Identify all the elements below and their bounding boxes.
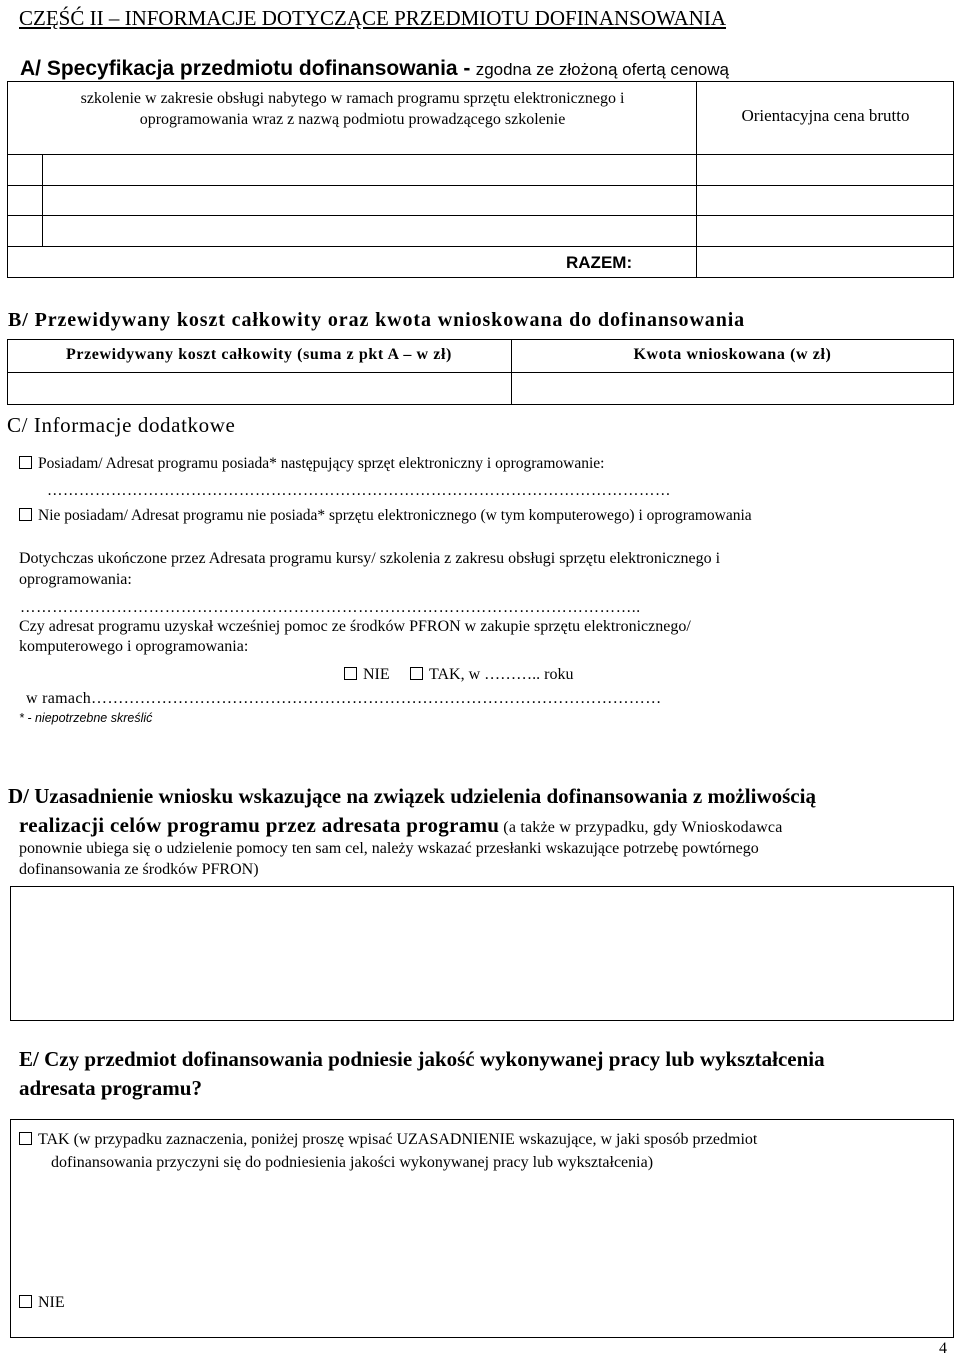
section-c-courses-line-2: oprogramowania:: [19, 571, 132, 588]
checkbox-e-nie[interactable]: [19, 1295, 32, 1308]
section-d-heading-2-rest: (a także w przypadku, gdy Wnioskodawca: [503, 819, 783, 836]
section-a-heading-rest: zgodna ze złożoną ofertą cenową: [475, 60, 729, 79]
section-a-heading: [20, 56, 729, 81]
section-a-row-2-cell[interactable]: [44, 187, 694, 214]
section-b-col1-header: Przewidywany koszt całkowity (suma z pkt A – w zł): [66, 346, 452, 363]
pfron-tak-label: TAK, w ……….. roku: [429, 666, 574, 683]
section-d-heading-1: D/ Uzasadnienie wniosku wskazujące na związek udzielenia dofinansowania z możliwością: [8, 784, 816, 808]
checkbox-not-have[interactable]: [19, 508, 32, 521]
section-a-heading-bold: A/ Specyfikacja przedmiotu dofinansowania -: [20, 57, 471, 80]
page-number: 4: [939, 1340, 947, 1357]
section-a-row-3-price[interactable]: [698, 217, 952, 245]
section-e-tak-line-2: dofinansowania przyczyni się do podniesienia jakości wykonywanej pracy lub wykształcenia): [51, 1154, 654, 1171]
checkbox-e-tak[interactable]: [19, 1132, 32, 1145]
section-b-total-cost-field[interactable]: [9, 374, 509, 403]
section-a-row-1-cell[interactable]: [44, 156, 694, 184]
section-d-heading-2-bold: realizacji celów programu przez adresata programu: [19, 813, 500, 837]
section-c-footnote: * - niepotrzebne skreślić: [19, 711, 153, 725]
checkbox-have[interactable]: [19, 456, 32, 469]
section-a-total-label: RAZEM:: [566, 253, 633, 272]
section-c-courses-line-1: Dotychczas ukończone przez Adresata programu kursy/ szkolenia z zakresu obsługi sprzętu elektronicznego i: [19, 550, 721, 567]
section-e-heading-2: adresata programu?: [19, 1076, 202, 1100]
section-d-note-4: dofinansowania ze środków PFRON): [19, 861, 259, 878]
section-c-pfron-tak: [410, 666, 573, 684]
section-e-justification-field[interactable]: [20, 1180, 944, 1285]
section-e-tak-line-1: [19, 1131, 757, 1149]
section-c-courses-dots[interactable]: ……………………………………………………………………………………………………..: [20, 599, 641, 616]
option-not-have-label: Nie posiadam/ Adresat programu nie posiada* sprzętu elektronicznego (w tym komputerowego) i oprogramowania: [38, 507, 752, 524]
section-b-col2-header: Kwota wnioskowana (w zł): [633, 346, 832, 363]
checkbox-pfron-nie[interactable]: [344, 667, 357, 680]
section-a-col2-header: Orientacyjna cena brutto: [741, 106, 910, 125]
section-d-justification-field[interactable]: [10, 886, 954, 1021]
section-b-requested-amount-field[interactable]: [513, 374, 952, 403]
option-have-label: Posiadam/ Adresat programu posiada* następujący sprzęt elektroniczny i oprogramowanie:: [38, 455, 605, 472]
section-c-pfron-nie: [344, 666, 390, 684]
part-title: CZĘŚĆ II – INFORMACJE DOTYCZĄCE PRZEDMIOTU DOFINANSOWANIA: [19, 6, 727, 30]
checkbox-pfron-tak[interactable]: [410, 667, 423, 680]
section-c-option-not-have: [19, 507, 752, 525]
section-c-heading: C/ Informacje dodatkowe: [7, 413, 236, 437]
section-c-pfron-question-1: Czy adresat programu uzyskał wcześniej pomoc ze środków PFRON w zakupie sprzętu elektronicznego/: [19, 618, 691, 635]
section-a-row-2-price[interactable]: [698, 187, 952, 214]
section-a-total-value[interactable]: [698, 248, 952, 276]
section-e-heading-1: E/ Czy przedmiot dofinansowania podniesie jakość wykonywanej pracy lub wykształcenia: [19, 1047, 825, 1071]
section-a-row-3-cell[interactable]: [44, 217, 694, 245]
section-d-heading-2: [19, 813, 783, 838]
section-e-tak-label: TAK (w przypadku zaznaczenia, poniżej proszę wpisać UZASADNIENIE wskazujące, w jaki sposób przedmiot: [38, 1131, 758, 1148]
section-b-heading: B/ Przewidywany koszt całkowity oraz kwota wnioskowana do dofinansowania: [8, 309, 746, 331]
section-c-w-ramach[interactable]: w ramach……………………………………………………………………………………………: [26, 690, 662, 707]
section-a-row-1-price[interactable]: [698, 156, 952, 184]
section-c-equipment-dots[interactable]: ………………………………………………………………………………………………………: [47, 482, 671, 499]
section-c-pfron-question-2: komputerowego i oprogramowania:: [19, 638, 249, 655]
pfron-nie-label: NIE: [363, 666, 390, 683]
section-e-nie-label: NIE: [38, 1294, 65, 1311]
section-c-option-have: [19, 455, 604, 473]
section-a-col1-header: szkolenie w zakresie obsługi nabytego w ramach programu sprzętu elektronicznego i oprogramowania wraz z nazwą podmiotu prowadzącego szkolenie: [80, 90, 625, 128]
section-e-nie: [19, 1294, 65, 1312]
section-d-note-3: ponownie ubiega się o udzielenie pomocy ten sam cel, należy wskazać przesłanki wskazujące potrzebę powtórnego: [19, 840, 759, 857]
